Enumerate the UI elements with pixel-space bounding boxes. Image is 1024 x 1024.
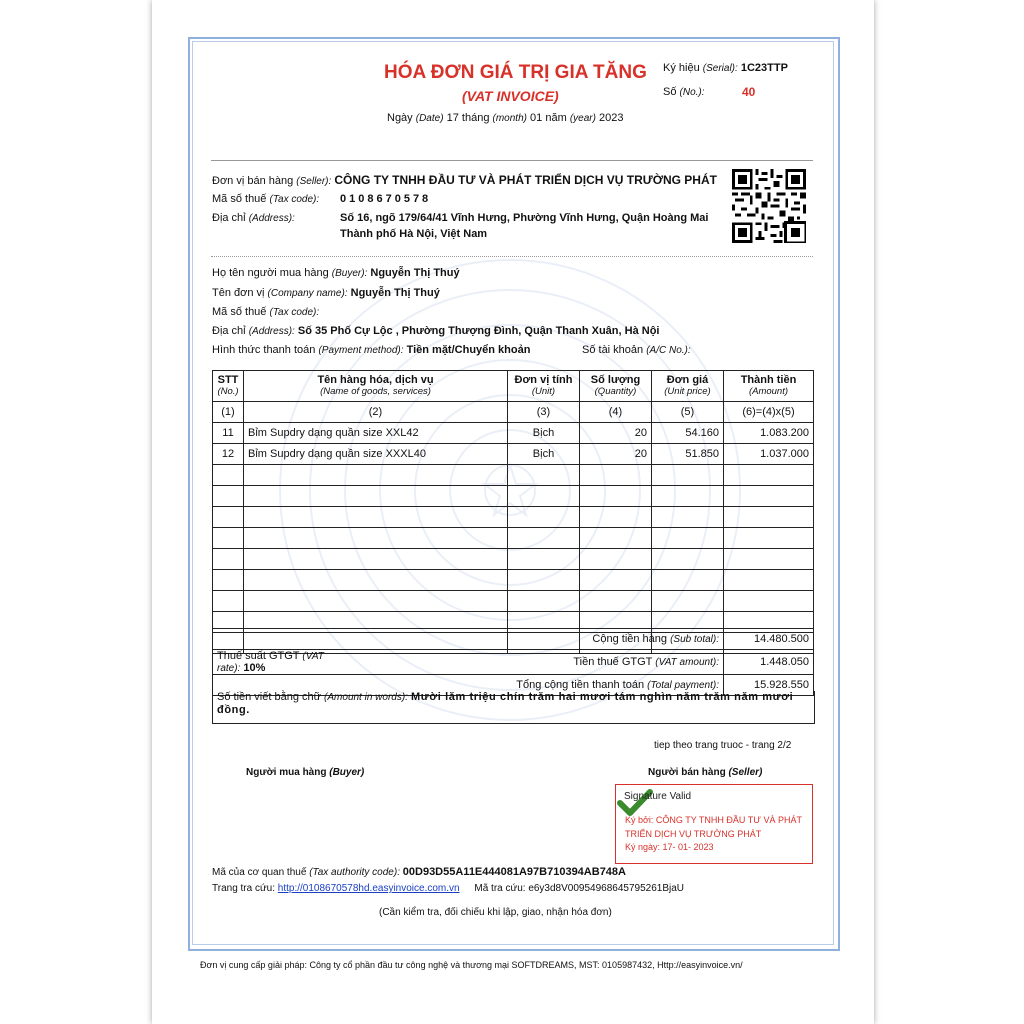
buyer-address-row [212,325,659,337]
page-continuation: tiep theo trang truoc - trang 2/2 [654,740,792,751]
subtotal-label: Cộng tiền hàng [592,633,668,645]
authority-label: Mã của cơ quan thuế [212,867,307,878]
row-unit: Bịch [508,423,580,444]
buyer-name-row [212,267,460,279]
total-label-en: (Total payment): [647,680,720,691]
invoice-subtitle: (VAT INVOICE) [462,88,559,104]
words-label: Số tiền viết bằng chữ [217,691,321,703]
lookup-code-label: Mã tra cứu: [474,883,526,894]
serial-value: 1C23TTP [740,62,788,74]
number-label-en: (No.): [679,87,705,98]
row-no: 11 [213,423,244,444]
vat-amount-label: Tiền thuế GTGT [573,656,653,668]
row-qty: 20 [580,444,652,465]
buyer-label-en: (Buyer): [331,268,368,279]
index-cell: (5) [652,402,724,423]
qr-code [732,169,806,243]
row-unit: Bịch [508,444,580,465]
col-header-no: STT (No.) [213,371,244,402]
signed-by-text: Ký bởi: CÔNG TY TNHH ĐẦU TƯ VÀ PHÁT TRIỂN DỊCH VỤ TRƯỜNG PHÁT [625,815,802,839]
row-amount: 1.083.200 [724,423,814,444]
lookup-row [212,883,684,894]
date-label-en: (Date) [415,113,444,124]
date-label: Ngày [387,112,413,124]
divider [211,256,813,257]
vat-row [213,650,814,675]
date-day: 17 [446,112,459,124]
provider-info: Đơn vị cung cấp giải pháp: Công ty cổ phần đầu tư công nghệ và thương mại SOFTDREAMS, MST: 0105987432, Http://easyinvoice.vn/ [200,960,743,970]
col-header-qty: Số lượng (Quantity) [580,371,652,402]
row-amount: 1.037.000 [724,444,814,465]
buyer-label: Họ tên người mua hàng [212,267,329,279]
row-price: 51.850 [652,444,724,465]
seller-tax-label-en: (Tax code): [269,194,320,205]
col-header-unit: Đơn vị tính (Unit) [508,371,580,402]
seller-address-line2: Thành phố Hà Nội, Việt Nam [340,228,488,240]
divider [211,160,813,161]
table-row [213,444,814,465]
seller-label: Đơn vị bán hàng [212,175,294,187]
buyer-tax-label-en: (Tax code): [269,307,320,318]
seller-tax-code: 0108670578 [340,193,432,205]
col-header-price: Đơn giá (Unit price) [652,371,724,402]
invoice-number-value: 40 [742,85,756,99]
year-label-en: (year) [569,113,596,124]
buyer-company-row [212,287,440,299]
company-name: Nguyễn Thị Thuý [350,287,440,299]
empty-row [213,528,814,549]
row-item-name: Bỉm Supdry dạng quần size XXL42 [244,423,508,444]
serial-label-en: (Serial): [702,63,738,74]
buyer-address: Số 35 Phố Cự Lộc , Phường Thượng Đình, Quận Thanh Xuân, Hà Nội [297,325,660,337]
words-label-en: (Amount in words): [324,692,408,703]
buyer-address-label-en: (Address): [248,326,295,337]
row-qty: 20 [580,423,652,444]
index-cell: (3) [508,402,580,423]
buyer-tax-label: Mã số thuế [212,306,267,318]
row-item-name: Bỉm Supdry dạng quần size XXXL40 [244,444,508,465]
serial-label: Ký hiệu [663,62,700,74]
buyer-tax-row [212,306,319,318]
seller-address-label-en: (Address): [248,213,295,224]
empty-row [213,507,814,528]
month-label: tháng [461,112,490,124]
empty-row [213,549,814,570]
index-cell: (6)=(4)x(5) [724,402,814,423]
date-month: 01 [530,112,543,124]
vat-amount-label-en: (VAT amount): [655,657,720,668]
amount-in-words [212,691,815,724]
signed-date-text: Ký ngày: 17- 01- 2023 [625,842,714,852]
vat-amount-value: 1.448.050 [724,650,814,675]
row-price: 54.160 [652,423,724,444]
seller-name-row [212,173,717,187]
total-label: Tổng cộng tiền thanh toán [516,679,645,691]
verification-note: (Cần kiểm tra, đối chiếu khi lập, giao, nhận hóa đơn) [379,907,612,918]
seller-signature-label: Người bán hàng (Seller) [648,767,763,778]
lookup-label: Trang tra cứu: [212,883,276,894]
company-label: Tên đơn vị [212,287,265,299]
date-year: 2023 [599,112,624,124]
subtotal-label-en: (Sub total): [670,634,720,645]
buyer-address-label: Địa chỉ [212,325,246,337]
vat-rate-label-en: (VAT rate): [217,651,324,674]
table-row [213,423,814,444]
empty-row [213,465,814,486]
payment-label: Hình thức thanh toán [212,344,316,356]
invoice-date [387,112,623,124]
payment-row [212,344,530,356]
seller-address-label: Địa chỉ [212,212,246,224]
index-cell: (2) [244,402,508,423]
account-row [582,344,691,356]
items-table [212,370,814,654]
lookup-link[interactable]: http://0108670578hd.easyinvoice.com.vn [277,883,460,894]
payment-method: Tiền mặt/Chuyển khoản [406,344,531,356]
number-label: Số [663,86,677,98]
col-header-name: Tên hàng hóa, dịch vụ (Name of goods, services) [244,371,508,402]
authority-code: 00D93D55A11E444081A97B710394AB748A [402,866,626,878]
invoice-title: HÓA ĐƠN GIÁ TRỊ GIA TĂNG [384,62,647,83]
lookup-code: e6y3d8V00954968645795261BjaU [528,883,685,894]
words-value: Mười lăm triệu chín trăm hai mươi tám nghìn năm trăm năm mươi đồng. [217,691,794,716]
totals-table [212,628,814,696]
buyer-signature-label: Người mua hàng (Buyer) [246,767,365,778]
table-index-row [213,402,814,423]
vat-rate-label: Thuế suất GTGT [217,650,300,662]
row-no: 12 [213,444,244,465]
payment-label-en: (Payment method): [318,345,404,356]
empty-row [213,486,814,507]
company-label-en: (Company name): [267,288,348,299]
seller-name: CÔNG TY TNHH ĐẦU TƯ VÀ PHÁT TRIỂN DỊCH VỤ TRƯỜNG PHÁT [334,173,717,187]
table-header-row [213,371,814,402]
year-label: năm [545,112,567,124]
vat-rate-value: 10% [243,662,266,674]
tax-authority-row [212,866,626,878]
empty-row [213,570,814,591]
seller-address-line1: Số 16, ngõ 179/64/41 Vĩnh Hưng, Phường Vĩnh Hưng, Quận Hoàng Mai [340,212,709,224]
account-label-en: (A/C No.): [646,345,691,356]
seller-tax-label: Mã số thuế [212,193,267,205]
seller-address-label-group [212,212,295,224]
seller-tax-row [212,193,319,205]
index-cell: (4) [580,402,652,423]
buyer-name: Nguyễn Thị Thuý [370,267,460,279]
subtotal-row [213,629,814,650]
index-cell: (1) [213,402,244,423]
month-label-en: (month) [492,113,527,124]
invoice-number-field [663,86,705,98]
subtotal-value: 14.480.500 [724,629,814,650]
serial-field [663,62,788,74]
col-header-amount: Thành tiền (Amount) [724,371,814,402]
account-label: Số tài khoản [582,344,644,356]
total-value: 15.928.550 [724,675,814,696]
seller-label-en: (Seller): [296,176,332,187]
empty-row [213,591,814,612]
signature-valid-text: Signature Valid [624,791,692,802]
authority-label-en: (Tax authority code): [309,867,400,878]
